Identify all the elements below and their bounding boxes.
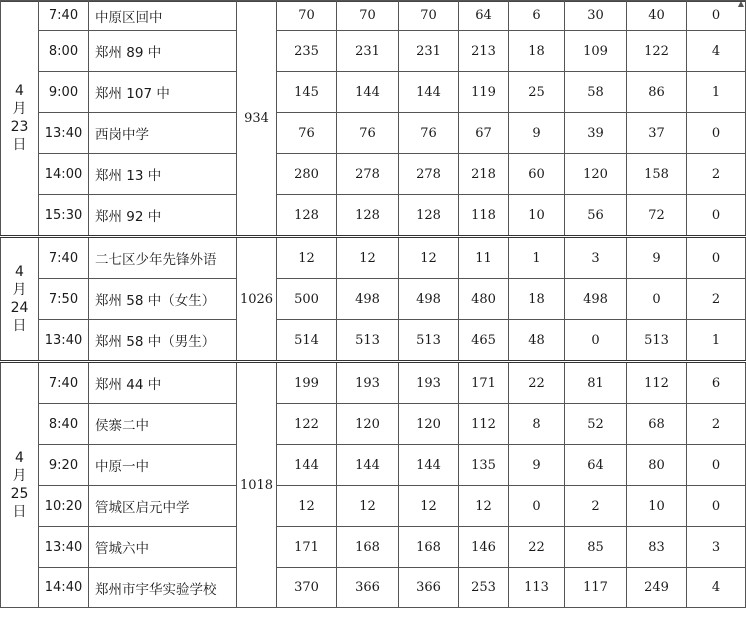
group-total-cell: 1026 — [237, 237, 277, 362]
table-row — [1, 404, 746, 445]
date-part: 4 — [15, 264, 24, 280]
value-cell: 135 — [459, 445, 509, 486]
value-cell: 498 — [337, 279, 399, 320]
value-cell: 12 — [399, 237, 459, 279]
value-cell: 0 — [565, 320, 627, 362]
value-cell: 168 — [337, 527, 399, 568]
date-cell — [1, 362, 39, 608]
value-cell: 366 — [337, 568, 399, 608]
school-name-cell: 郑州 44 中 — [89, 362, 237, 404]
school-name-cell: 中原区回中 — [89, 1, 237, 31]
value-cell: 76 — [277, 113, 337, 154]
date-part: 月 — [12, 468, 27, 484]
value-cell: 498 — [565, 279, 627, 320]
date-cell — [1, 1, 39, 237]
value-cell: 58 — [565, 72, 627, 113]
value-cell: 6 — [509, 1, 565, 31]
value-cell: 70 — [337, 1, 399, 31]
value-cell: 12 — [277, 486, 337, 527]
value-cell: 112 — [459, 404, 509, 445]
value-cell: 10 — [627, 486, 687, 527]
value-cell: 0 — [687, 113, 746, 154]
value-cell: 145 — [277, 72, 337, 113]
date-part: 24 — [10, 300, 29, 316]
value-cell: 235 — [277, 31, 337, 72]
value-cell: 10 — [509, 195, 565, 237]
sort-arrow-icon: ▲ — [737, 0, 744, 8]
time-cell: 14:40 — [39, 568, 89, 608]
value-cell: 85 — [565, 527, 627, 568]
value-cell: 22 — [509, 362, 565, 404]
value-cell: 40 — [627, 1, 687, 31]
table-row — [1, 362, 746, 404]
value-cell: 171 — [277, 527, 337, 568]
table-row — [1, 237, 746, 279]
value-cell: 9 — [509, 113, 565, 154]
value-cell: 68 — [627, 404, 687, 445]
value-cell: 72 — [627, 195, 687, 237]
value-cell: 48 — [509, 320, 565, 362]
school-name-cell: 郑州 58 中（男生） — [89, 320, 237, 362]
school-name-cell: 郑州 13 中 — [89, 154, 237, 195]
value-cell: 80 — [627, 445, 687, 486]
value-cell: 213 — [459, 31, 509, 72]
date-part: 日 — [12, 504, 27, 520]
table-row — [1, 445, 746, 486]
school-name-cell: 中原一中 — [89, 445, 237, 486]
table-row — [1, 279, 746, 320]
date-cell — [1, 237, 39, 362]
value-cell: 56 — [565, 195, 627, 237]
value-cell: 9 — [509, 445, 565, 486]
date-part: 日 — [12, 318, 27, 334]
value-cell: 128 — [399, 195, 459, 237]
value-cell: 122 — [277, 404, 337, 445]
value-cell: 2 — [687, 154, 746, 195]
value-cell: 249 — [627, 568, 687, 608]
school-name-cell: 郑州 92 中 — [89, 195, 237, 237]
time-cell: 7:40 — [39, 362, 89, 404]
value-cell: 2 — [687, 279, 746, 320]
value-cell: 12 — [459, 486, 509, 527]
value-cell: 12 — [337, 237, 399, 279]
table-row — [1, 195, 746, 237]
table-row — [1, 113, 746, 154]
table-row — [1, 72, 746, 113]
date-part: 日 — [12, 137, 27, 153]
school-name-cell: 管城六中 — [89, 527, 237, 568]
value-cell: 513 — [399, 320, 459, 362]
time-cell: 15:30 — [39, 195, 89, 237]
value-cell: 278 — [399, 154, 459, 195]
value-cell: 120 — [337, 404, 399, 445]
table-row — [1, 31, 746, 72]
value-cell: 465 — [459, 320, 509, 362]
time-cell: 8:40 — [39, 404, 89, 445]
date-part: 4 — [15, 450, 24, 466]
value-cell: 218 — [459, 154, 509, 195]
value-cell: 64 — [565, 445, 627, 486]
time-cell: 7:40 — [39, 1, 89, 31]
value-cell: 500 — [277, 279, 337, 320]
time-cell: 13:40 — [39, 320, 89, 362]
value-cell: 231 — [337, 31, 399, 72]
value-cell: 278 — [337, 154, 399, 195]
date-part: 月 — [12, 282, 27, 298]
value-cell: 158 — [627, 154, 687, 195]
value-cell: 3 — [565, 237, 627, 279]
table-row — [1, 486, 746, 527]
time-cell: 9:00 — [39, 72, 89, 113]
value-cell: 109 — [565, 31, 627, 72]
value-cell: 144 — [277, 445, 337, 486]
time-cell: 7:50 — [39, 279, 89, 320]
time-cell: 8:00 — [39, 31, 89, 72]
value-cell: 0 — [687, 195, 746, 237]
date-part: 4 — [15, 83, 24, 99]
value-cell: 67 — [459, 113, 509, 154]
value-cell: 81 — [565, 362, 627, 404]
value-cell: 0 — [687, 445, 746, 486]
table-row — [1, 320, 746, 362]
value-cell: 1 — [687, 320, 746, 362]
value-cell: 480 — [459, 279, 509, 320]
value-cell: 6 — [687, 362, 746, 404]
value-cell: 0 — [687, 237, 746, 279]
value-cell: 0 — [687, 486, 746, 527]
value-cell: 146 — [459, 527, 509, 568]
value-cell: 76 — [399, 113, 459, 154]
value-cell: 120 — [565, 154, 627, 195]
value-cell: 70 — [399, 1, 459, 31]
value-cell: 83 — [627, 527, 687, 568]
value-cell: 0 — [509, 486, 565, 527]
value-cell: 64 — [459, 1, 509, 31]
value-cell: 0 — [687, 1, 746, 31]
value-cell: 144 — [399, 445, 459, 486]
value-cell: 3 — [687, 527, 746, 568]
value-cell: 76 — [337, 113, 399, 154]
value-cell: 280 — [277, 154, 337, 195]
value-cell: 39 — [565, 113, 627, 154]
value-cell: 513 — [337, 320, 399, 362]
value-cell: 1 — [687, 72, 746, 113]
value-cell: 253 — [459, 568, 509, 608]
school-name-cell: 郑州 107 中 — [89, 72, 237, 113]
school-name-cell: 二七区少年先锋外语 — [89, 237, 237, 279]
value-cell: 171 — [459, 362, 509, 404]
table-body — [1, 1, 746, 608]
value-cell: 4 — [687, 31, 746, 72]
value-cell: 8 — [509, 404, 565, 445]
value-cell: 193 — [337, 362, 399, 404]
time-cell: 10:20 — [39, 486, 89, 527]
time-cell: 9:20 — [39, 445, 89, 486]
time-cell: 13:40 — [39, 527, 89, 568]
value-cell: 113 — [509, 568, 565, 608]
school-name-cell: 郑州市宇华实验学校 — [89, 568, 237, 608]
value-cell: 144 — [337, 72, 399, 113]
value-cell: 2 — [687, 404, 746, 445]
value-cell: 4 — [687, 568, 746, 608]
value-cell: 37 — [627, 113, 687, 154]
school-name-cell: 郑州 89 中 — [89, 31, 237, 72]
value-cell: 22 — [509, 527, 565, 568]
value-cell: 128 — [277, 195, 337, 237]
value-cell: 12 — [277, 237, 337, 279]
value-cell: 144 — [337, 445, 399, 486]
school-name-cell: 管城区启元中学 — [89, 486, 237, 527]
school-name-cell: 侯寨二中 — [89, 404, 237, 445]
value-cell: 168 — [399, 527, 459, 568]
date-part: 23 — [10, 119, 29, 135]
value-cell: 25 — [509, 72, 565, 113]
value-cell: 199 — [277, 362, 337, 404]
value-cell: 144 — [399, 72, 459, 113]
value-cell: 18 — [509, 279, 565, 320]
school-name-cell: 西岗中学 — [89, 113, 237, 154]
value-cell: 86 — [627, 72, 687, 113]
group-total-cell: 1018 — [237, 362, 277, 608]
value-cell: 193 — [399, 362, 459, 404]
value-cell: 2 — [565, 486, 627, 527]
date-part: 月 — [12, 101, 27, 117]
value-cell: 30 — [565, 1, 627, 31]
value-cell: 0 — [627, 279, 687, 320]
time-cell: 14:00 — [39, 154, 89, 195]
value-cell: 498 — [399, 279, 459, 320]
time-cell: 7:40 — [39, 237, 89, 279]
value-cell: 120 — [399, 404, 459, 445]
school-name-cell: 郑州 58 中（女生） — [89, 279, 237, 320]
time-cell: 13:40 — [39, 113, 89, 154]
table-row — [1, 1, 746, 31]
value-cell: 112 — [627, 362, 687, 404]
value-cell: 52 — [565, 404, 627, 445]
date-part: 25 — [10, 486, 29, 502]
value-cell: 122 — [627, 31, 687, 72]
value-cell: 118 — [459, 195, 509, 237]
value-cell: 60 — [509, 154, 565, 195]
value-cell: 18 — [509, 31, 565, 72]
value-cell: 117 — [565, 568, 627, 608]
table-row — [1, 154, 746, 195]
value-cell: 12 — [399, 486, 459, 527]
value-cell: 1 — [509, 237, 565, 279]
table-row — [1, 568, 746, 608]
value-cell: 11 — [459, 237, 509, 279]
value-cell: 70 — [277, 1, 337, 31]
value-cell: 128 — [337, 195, 399, 237]
value-cell: 513 — [627, 320, 687, 362]
table-row — [1, 527, 746, 568]
value-cell: 370 — [277, 568, 337, 608]
value-cell: 9 — [627, 237, 687, 279]
value-cell: 514 — [277, 320, 337, 362]
value-cell: 12 — [337, 486, 399, 527]
group-total-cell: 934 — [237, 1, 277, 237]
value-cell: 366 — [399, 568, 459, 608]
value-cell: 119 — [459, 72, 509, 113]
value-cell: 231 — [399, 31, 459, 72]
